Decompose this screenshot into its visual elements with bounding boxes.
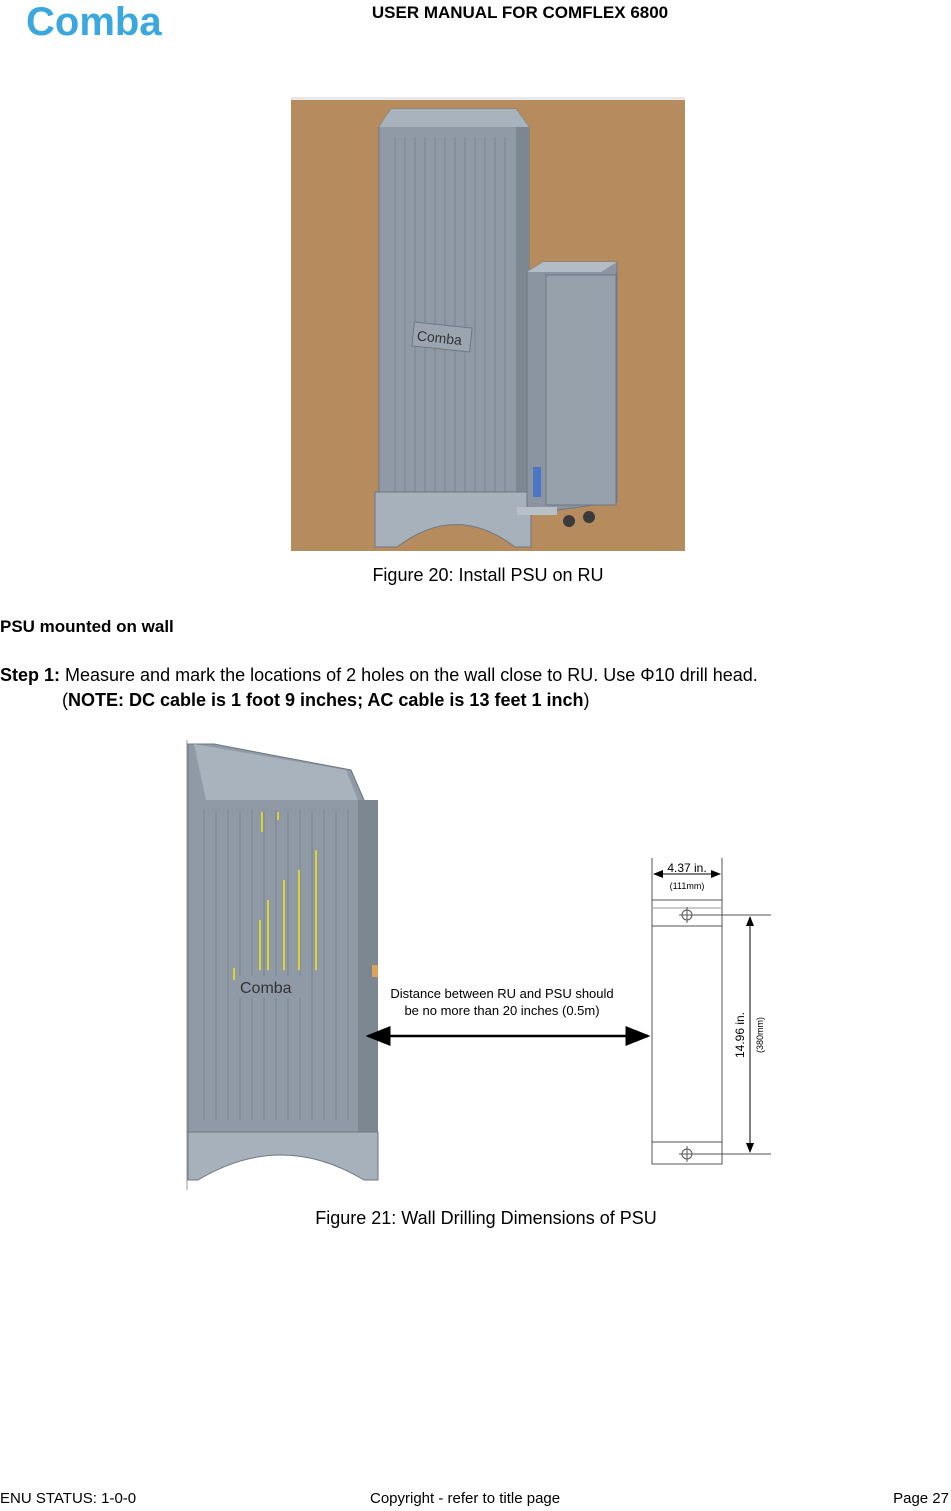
logo-text: Comba (26, 2, 162, 42)
note-bold-text: NOTE: DC cable is 1 foot 9 inches; AC cable is 13 feet 1 inch (68, 690, 584, 710)
footer-status: ENU STATUS: 1-0-0 (0, 1490, 137, 1507)
section-heading: PSU mounted on wall (0, 617, 174, 636)
note-close-paren: ) (583, 690, 590, 710)
figure-install-psu-on-ru (291, 97, 685, 551)
distance-label-line2: be no more than 20 inches (0.5m) (404, 1003, 600, 1018)
width-dimension-label: 4.37 in. (667, 861, 707, 875)
distance-label-line1: Distance between RU and PSU should (390, 986, 614, 1001)
note-open-paren: ( (62, 690, 68, 710)
figure-20-caption: Figure 20: Install PSU on RU (372, 565, 604, 585)
footer-copyright: Copyright - refer to title page (370, 1490, 561, 1507)
step-label: Step 1: (0, 665, 61, 685)
device-brand-label-2: Comba (240, 980, 292, 997)
figure-21-caption: Figure 21: Wall Drilling Dimensions of PSU (315, 1208, 657, 1228)
cable-note (62, 690, 589, 711)
width-dimension-metric: (111mm) (669, 881, 705, 891)
device-brand-label: Comba (416, 327, 463, 349)
comba-logo (24, 2, 206, 42)
step-text: Measure and mark the locations of 2 holes on the wall close to RU. Use Φ10 drill head. (60, 665, 758, 685)
footer-page-number: Page 27 (893, 1490, 949, 1507)
height-dimension-metric: (380mm) (755, 1016, 765, 1054)
step-1-paragraph (0, 665, 940, 686)
figure-wall-drilling-dimensions (186, 740, 776, 1190)
document-title: USER MANUAL FOR COMFLEX 6800 (371, 3, 669, 22)
height-dimension-label: 14.96 in. (733, 1011, 747, 1059)
